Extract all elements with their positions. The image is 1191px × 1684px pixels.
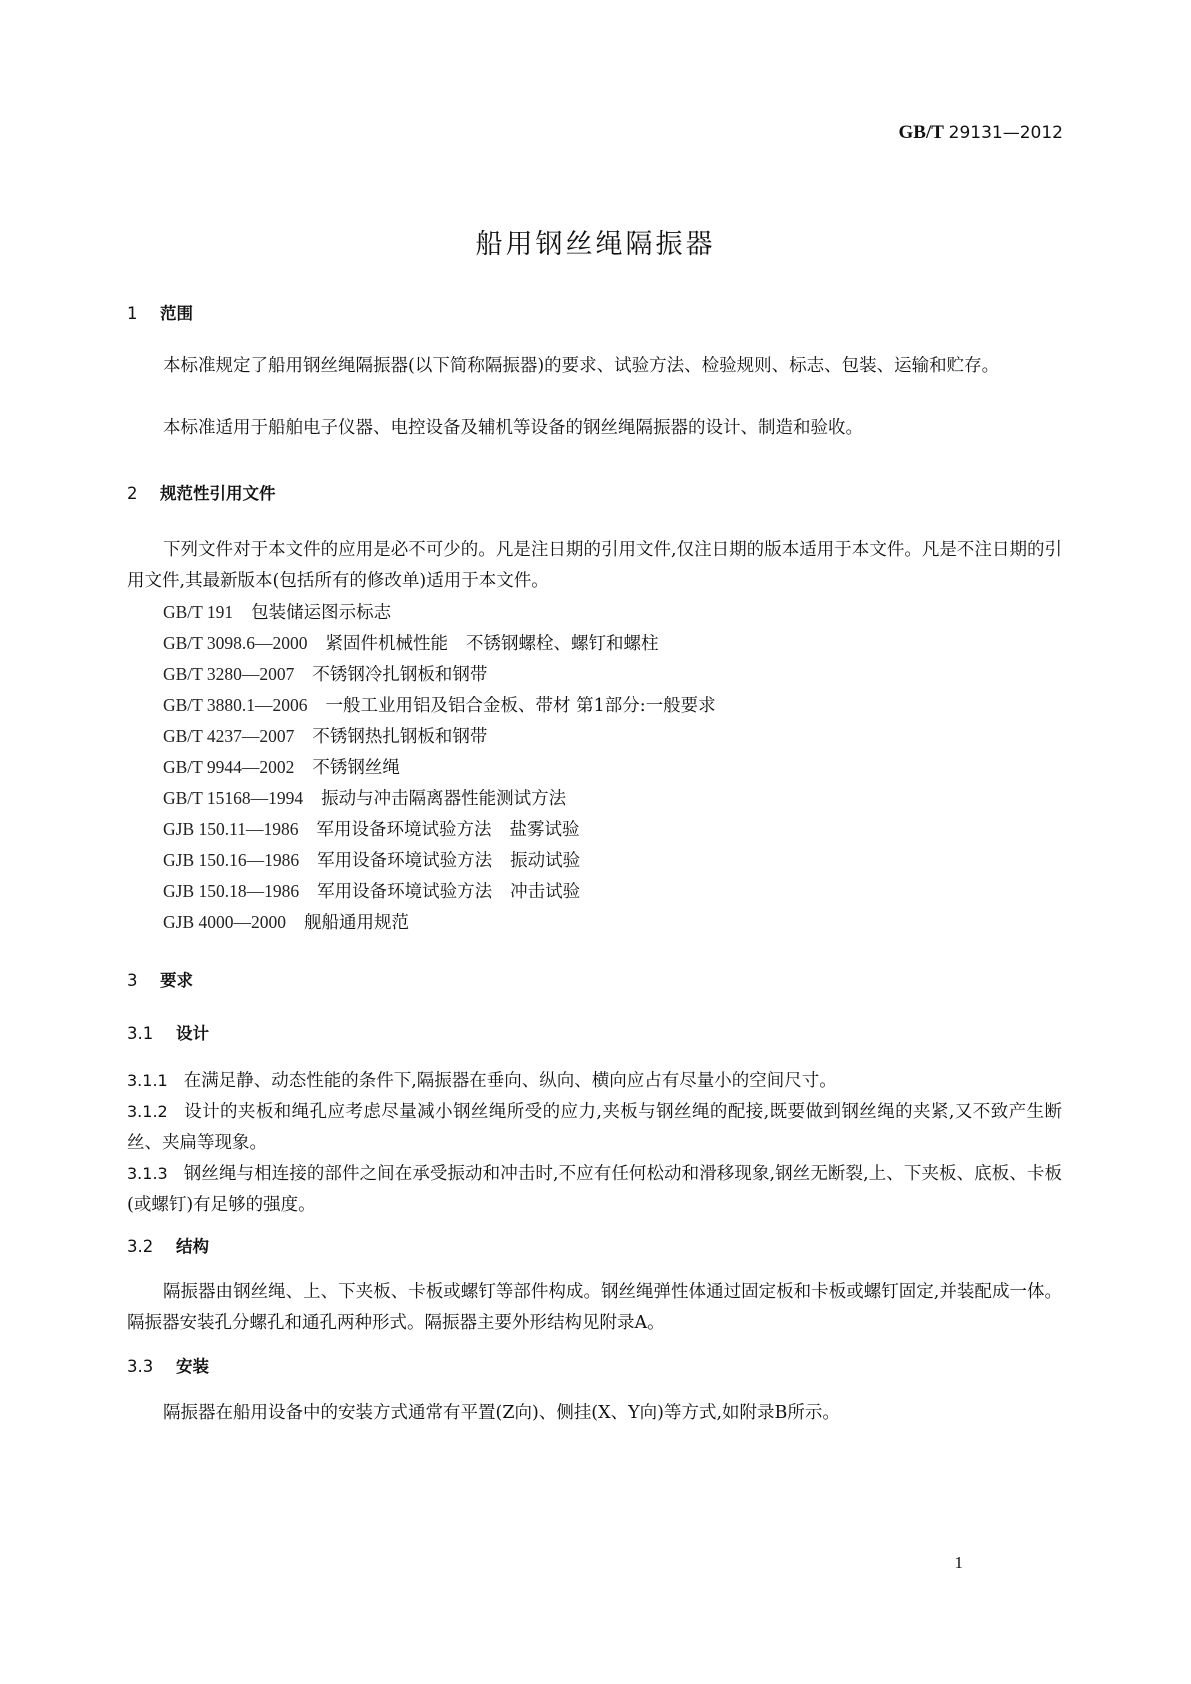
clause-3-1-3: 3.1.3 钢丝绳与相连接的部件之间在承受振动和冲击时,不应有任何松动和滑移现象,钢丝无断裂,上、下夹板、底板、卡板(或螺钉)有足够的强度。 [127,1164,1062,1215]
reference-item: GB/T 15168—1994 振动与冲击隔离器性能测试方法 [163,788,567,809]
section-number: 2 [127,484,138,503]
reference-item: GB/T 3880.1—2006 一般工业用铝及铝合金板、带材 第1部分:一般要求 [163,695,716,716]
section-3-heading [127,967,193,991]
standard-prefix: GB/T [898,122,944,143]
section-2-heading [127,480,276,504]
reference-item: GJB 4000—2000 舰船通用规范 [163,912,409,933]
section-1-heading [127,300,193,324]
subsection-3-3-heading: 3.3 安装 [127,1357,209,1376]
section-title: 要求 [160,971,193,990]
section-title: 规范性引用文件 [160,484,276,503]
reference-item: GB/T 4237—2007 不锈钢热扎钢板和钢带 [163,726,488,747]
paragraph: 下列文件对于本文件的应用是必不可少的。凡是注日期的引用文件,仅注日期的版本适用于本文件。凡是不注日期的引用文件,其最新版本(包括所有的修改单)适用于本文件。 [127,540,1062,591]
document-title: 船用钢丝绳隔振器 [475,229,716,260]
paragraph: 本标准规定了船用钢丝绳隔振器(以下简称隔振器)的要求、试验方法、检验规则、标志、包装、运输和贮存。 [163,356,1000,376]
reference-item: GB/T 3280—2007 不锈钢冷扎钢板和钢带 [163,664,488,685]
paragraph: 本标准适用于船舶电子仪器、电控设备及辅机等设备的钢丝绳隔振器的设计、制造和验收。 [163,418,863,438]
standard-number: 29131—2012 [948,123,1063,143]
section-number: 1 [127,304,138,323]
subsection-3-1-heading: 3.1 设计 [127,1024,209,1043]
section-number: 3 [127,971,138,990]
reference-item: GB/T 9944—2002 不锈钢丝绳 [163,757,400,778]
clause-3-1-2: 3.1.2 设计的夹板和绳孔应考虑尽量减小钢丝绳所受的应力,夹板与钢丝绳的配接,既要做到钢丝绳的夹紧,又不致产生断丝、夹扁等现象。 [127,1102,1062,1153]
paragraph: 隔振器由钢丝绳、上、下夹板、卡板或螺钉等部件构成。钢丝绳弹性体通过固定板和卡板或螺钉固定,并装配成一体。隔振器安装孔分螺孔和通孔两种形式。隔振器主要外形结构见附录A。 [127,1282,1062,1333]
reference-item: GJB 150.11—1986 军用设备环境试验方法 盐雾试验 [163,819,580,840]
reference-item: GJB 150.16—1986 军用设备环境试验方法 振动试验 [163,850,581,871]
reference-item: GB/T 3098.6—2000 紧固件机械性能 不锈钢螺栓、螺钉和螺柱 [163,633,659,654]
standard-code [899,122,1064,144]
section-title: 范围 [160,304,193,323]
reference-item: GB/T 191 包装储运图示标志 [163,602,392,623]
page-number: 1 [954,1553,963,1572]
subsection-3-2-heading: 3.2 结构 [127,1237,209,1256]
paragraph: 隔振器在船用设备中的安装方式通常有平置(Z向)、侧挂(X、Y向)等方式,如附录B所示。 [163,1403,840,1423]
reference-item: GJB 150.18—1986 军用设备环境试验方法 冲击试验 [163,881,581,902]
clause-3-1-1: 3.1.1 在满足静、动态性能的条件下,隔振器在垂向、纵向、横向应占有尽量小的空间尺寸。 [127,1071,837,1091]
